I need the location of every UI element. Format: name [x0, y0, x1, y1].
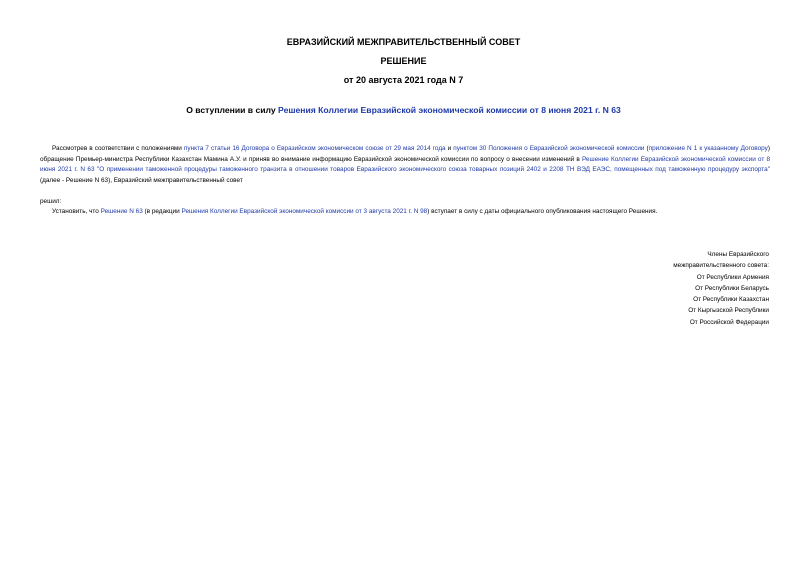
signer-armenia: От Республики Армения	[696, 273, 769, 281]
doc-type-title: РЕШЕНИЕ	[380, 56, 427, 66]
decision-63-short-link[interactable]: Решение N 63	[100, 208, 143, 215]
commission-regulation-link[interactable]: пунктом 30 Положения о Евразийской экономической комиссии	[453, 145, 645, 152]
subject-prefix: О вступлении в силу	[186, 105, 279, 115]
decision-text-2: (в редакции	[142, 208, 182, 215]
decision-text-3: ) вступает в силу с даты официального опубликования настоящего Решения.	[427, 208, 658, 215]
signer-belarus: От Республики Беларусь	[695, 284, 769, 292]
signer-kyrgyzstan: От Кыргызской Республики	[688, 307, 769, 315]
preamble-text-3: (	[644, 145, 649, 152]
doc-date-number: от 20 августа 2021 года N 7	[343, 75, 464, 85]
signer-kazakhstan: От Республики Казахстан	[693, 296, 769, 304]
decision-98-link[interactable]: Решения Коллегии Евразийской экономической комиссии от 3 августа 2021 г. N 98	[181, 208, 428, 215]
decision-paragraph	[40, 207, 770, 218]
decision-text-1: Установить, что	[52, 208, 101, 215]
treaty-annex-link[interactable]: приложение N 1 к указанному Договору	[648, 145, 768, 152]
signers-block	[609, 249, 769, 328]
subject-link[interactable]: Решения Коллегии Евразийской экономической комиссии от 8 июня 2021 г. N 63	[278, 105, 621, 115]
preamble-text-2: и	[445, 145, 454, 152]
treaty-article-link[interactable]: пункта 7 статьи 16 Договора о Евразийском экономическом союзе от 29 мая 2014 года	[183, 145, 446, 152]
preamble-text-1: Рассмотрев в соответствии с положениями	[52, 145, 184, 152]
signers-title-line-1: Члены Евразийского	[707, 251, 769, 258]
decided-label: решил:	[40, 198, 62, 205]
signer-russia: От Российской Федерации	[689, 318, 769, 326]
org-title: ЕВРАЗИЙСКИЙ МЕЖПРАВИТЕЛЬСТВЕННЫЙ СОВЕТ	[286, 37, 521, 47]
doc-subject	[0, 105, 807, 116]
signers-title-line-2: межправительственного совета:	[673, 262, 769, 270]
preamble-text-4: ) обращение Премьер-министра Республики Казахстан Мамина А.У. и приняв во внимание информацию Евразийской экономической комиссии по вопросу о внесении изменений в	[40, 145, 770, 163]
decision-63-link[interactable]: Решение Коллегии Евразийской экономической комиссии от 8 июня 2021 г. N 63 "О применении таможенной процедуры таможенного транзита в отношении товаров Евразийского экономического союза товарных позиций 2402 и 2208 ТН ВЭД ЕАЭС, помещенных под таможенную процедуру экспорта"	[40, 155, 770, 173]
preamble-paragraph	[40, 144, 770, 186]
preamble-text-5: (далее - Решение N 63), Евразийский межправительственный совет	[40, 176, 243, 184]
